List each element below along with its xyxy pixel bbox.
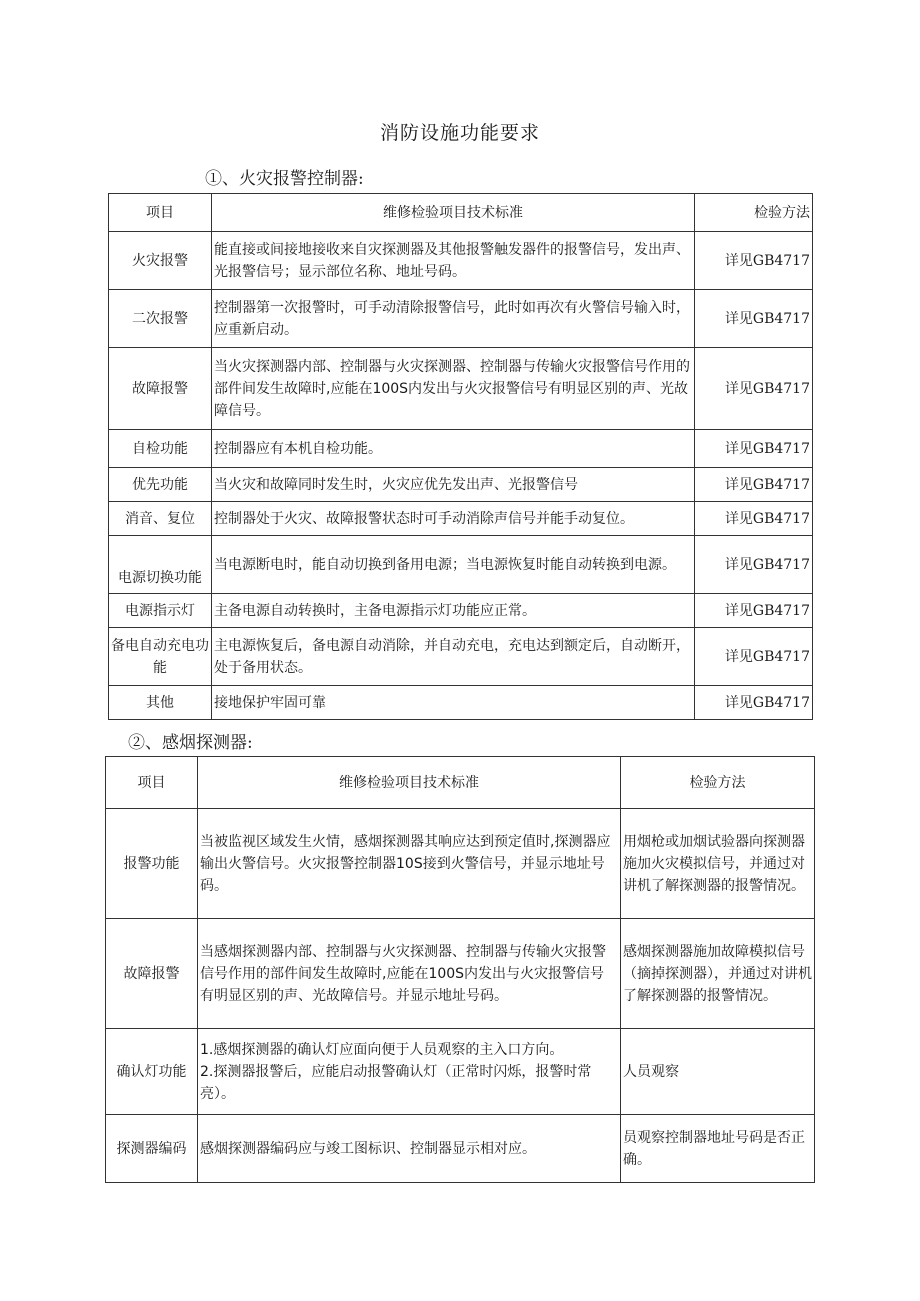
table-row	[106, 919, 815, 1029]
row-item: 优先功能	[109, 468, 212, 502]
standard-line-1: 1.感烟探测器的确认灯应面向便于人员观察的主入口方向。	[200, 1041, 564, 1058]
row-item: 火灾报警	[109, 232, 212, 290]
row-item: 故障报警	[106, 919, 198, 1029]
row-standard: 控制器应有本机自检功能。	[212, 430, 695, 468]
section-heading-fire-alarm-controller: ①、火灾报警控制器:	[205, 169, 364, 189]
row-method: 详见GB4717	[695, 594, 813, 628]
row-method: 详见GB4717	[695, 290, 813, 348]
row-item: 报警功能	[106, 809, 198, 919]
row-standard: 主备电源自动转换时，主备电源指示灯功能应正常。	[212, 594, 695, 628]
row-standard: 感烟探测器编码应与竣工图标识、控制器显示相对应。	[198, 1115, 621, 1183]
row-method: 详见GB4717	[695, 468, 813, 502]
row-method: 详见GB4717	[695, 232, 813, 290]
row-standard: 能直接或间接地接收来自灾探测器及其他报警触发器件的报警信号，发出声、光报警信号；显示部位名称、地址号码。	[212, 232, 695, 290]
row-standard: 当感烟探测器内部、控制器与火灾探测器、控制器与传输火灾报警信号作用的部件间发生故障时,应能在100S内发出与火灾报警信号有明显区别的声、光故障信号。并显示地址号码。	[198, 919, 621, 1029]
row-method: 员观察控制器地址号码是否正确。	[621, 1115, 815, 1183]
table-row	[109, 290, 813, 348]
table-row	[109, 502, 813, 536]
table-row	[109, 594, 813, 628]
row-method: 详见GB4717	[695, 348, 813, 430]
table-row	[109, 628, 813, 686]
row-method: 详见GB4717	[695, 430, 813, 468]
header-item: 项目	[106, 757, 198, 809]
row-item: 其他	[109, 686, 212, 720]
row-standard: 主电源恢复后，备电源自动消除，并自动充电，充电达到额定后，自动断开，处于备用状态。	[212, 628, 695, 686]
row-standard: 当火灾探测器内部、控制器与火灾探测器、控制器与传输火灾报警信号作用的部件间发生故障时,应能在100S内发出与火灾报警信号有明显区别的声、光故障信号。	[212, 348, 695, 430]
row-item: 电源指示灯	[109, 594, 212, 628]
row-method: 人员观察	[621, 1029, 815, 1115]
row-method: 详见GB4717	[695, 628, 813, 686]
row-item: 故障报警	[109, 348, 212, 430]
header-method: 检验方法	[621, 757, 815, 809]
row-item: 确认灯功能	[106, 1029, 198, 1115]
row-item: 备电自动充电功能	[109, 628, 212, 686]
table-row	[109, 468, 813, 502]
standard-line-2: 2.探测器报警后，应能启动报警确认灯（正常时闪烁，报警时常亮）。	[200, 1063, 592, 1102]
row-item: 二次报警	[109, 290, 212, 348]
table-row	[109, 232, 813, 290]
header-standard: 维修检验项目技术标准	[198, 757, 621, 809]
page-title: 消防设施功能要求	[379, 122, 540, 144]
header-standard: 维修检验项目技术标准	[212, 194, 695, 232]
table-row	[106, 1115, 815, 1183]
row-standard: 当火灾和故障同时发生时，火灾应优先发出声、光报警信号	[212, 468, 695, 502]
section-heading-smoke-detector: ②、感烟探测器:	[128, 733, 253, 753]
smoke-detector-table	[105, 756, 815, 1183]
row-standard	[198, 1029, 621, 1115]
row-standard: 当被监视区域发生火情，感烟探测器其响应达到预定值时,探测器应输出火警信号。火灾报警控制器10S接到火警信号，并显示地址号码。	[198, 809, 621, 919]
row-standard: 控制器第一次报警时，可手动清除报警信号，此时如再次有火警信号输入时，应重新启动。	[212, 290, 695, 348]
row-item: 自检功能	[109, 430, 212, 468]
table-row	[109, 536, 813, 594]
row-method: 详见GB4717	[695, 502, 813, 536]
header-method: 检验方法	[695, 194, 813, 232]
row-item: 消音、复位	[109, 502, 212, 536]
table-row	[109, 430, 813, 468]
fire-alarm-controller-table	[108, 193, 813, 720]
header-item: 项目	[109, 194, 212, 232]
row-method: 感烟探测器施加故障模拟信号（摘掉探测器），并通过对讲机了解探测器的报警情况。	[621, 919, 815, 1029]
table-row	[106, 809, 815, 919]
row-standard: 控制器处于火灾、故障报警状态时可手动消除声信号并能手动复位。	[212, 502, 695, 536]
table-row	[109, 348, 813, 430]
row-method: 详见GB4717	[695, 536, 813, 594]
table-header-row	[106, 757, 815, 809]
row-method: 详见GB4717	[695, 686, 813, 720]
row-standard: 当电源断电时，能自动切换到备用电源；当电源恢复时能自动转换到电源。	[212, 536, 695, 594]
row-standard: 接地保护牢固可靠	[212, 686, 695, 720]
row-item: 电源切换功能	[109, 536, 212, 594]
table-header-row	[109, 194, 813, 232]
table-row	[106, 1029, 815, 1115]
table-row	[109, 686, 813, 720]
row-method: 用烟枪或加烟试验器向探测器施加火灾模拟信号，并通过对讲机了解探测器的报警情况。	[621, 809, 815, 919]
row-item: 探测器编码	[106, 1115, 198, 1183]
